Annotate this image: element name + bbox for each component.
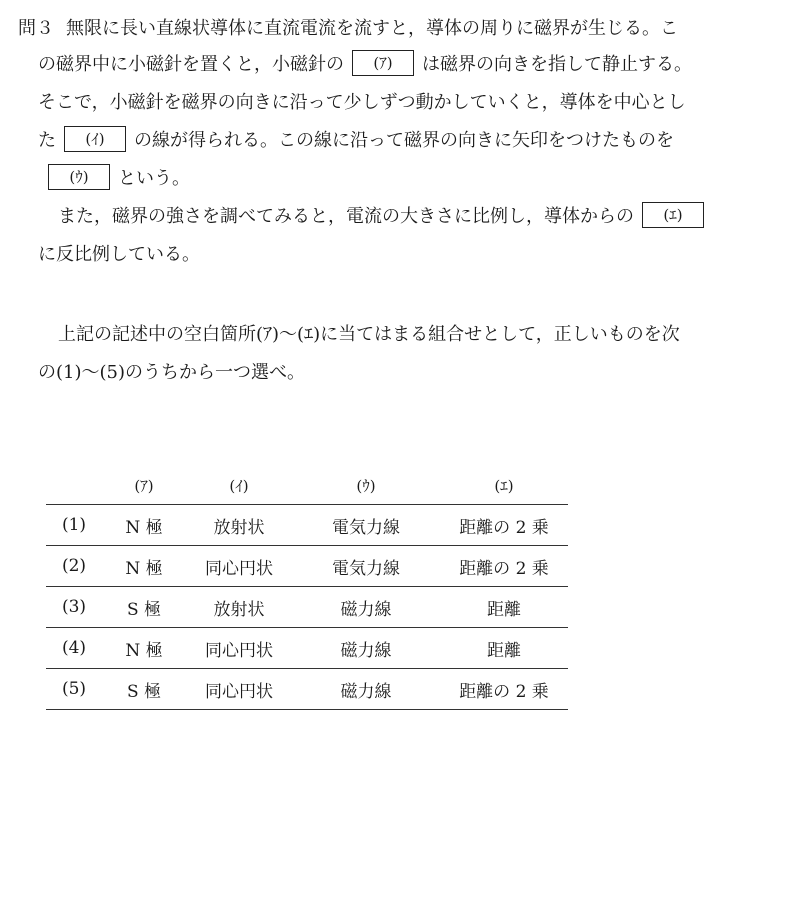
- option-i: 同心円状: [186, 628, 292, 669]
- option-i: 同心円状: [186, 669, 292, 710]
- question-line-6a: また，磁界の強さを調べてみると，電流の大きさに比例し，導体からの: [58, 206, 634, 227]
- question-line-4b: の線が得られる。この線に沿って磁界の向きに矢印をつけたものを: [134, 130, 674, 151]
- option-u: 磁力線: [292, 587, 440, 628]
- header-cell-u: (ｳ): [356, 476, 376, 495]
- question-line-6: [58, 198, 712, 236]
- option-e: 距離の 2 乗: [440, 505, 568, 546]
- header-cell-a: (ｱ): [134, 476, 154, 495]
- option-i: 放射状: [186, 505, 292, 546]
- question-line-9: の(1)～(5)のうちから一つ選べ。: [38, 362, 305, 383]
- option-i: 放射状: [186, 587, 292, 628]
- question-line-4a: た: [38, 130, 56, 151]
- question-line-7: に反比例している。: [38, 244, 200, 265]
- table-row: [46, 587, 568, 628]
- option-number: (2): [46, 546, 102, 587]
- question-line-5b: という。: [118, 168, 190, 189]
- question-line-8: 上記の記述中の空白箇所(ｱ)～(ｴ)に当てはまる組合せとして，正しいものを次: [58, 324, 680, 345]
- blank-e: (ｴ): [642, 202, 704, 228]
- blank-a: (ｱ): [352, 50, 414, 76]
- question-line-2a: の磁界中に小磁針を置くと，小磁針の: [38, 54, 344, 75]
- question-line-2b: は磁界の向きを指して静止する。: [422, 54, 692, 75]
- table-row: [46, 505, 568, 546]
- option-u: 磁力線: [292, 628, 440, 669]
- option-number: (3): [46, 587, 102, 628]
- question-line-4: [38, 122, 674, 160]
- option-a: S 極: [102, 587, 186, 628]
- option-e: 距離の 2 乗: [440, 546, 568, 587]
- table-row: [46, 546, 568, 587]
- question-line-3: そこで，小磁針を磁界の向きに沿って少しずつ動かしていくと，導体を中心とし: [38, 92, 686, 113]
- option-number: (5): [46, 669, 102, 710]
- header-cell-i: (ｲ): [229, 476, 249, 495]
- option-i: 同心円状: [186, 546, 292, 587]
- option-a: N 極: [102, 628, 186, 669]
- option-a: N 極: [102, 505, 186, 546]
- option-e: 距離: [440, 587, 568, 628]
- option-e: 距離の 2 乗: [440, 669, 568, 710]
- question-line-5: [38, 160, 190, 198]
- question-line-1: [18, 10, 678, 48]
- option-a: N 極: [102, 546, 186, 587]
- table-row: [46, 628, 568, 669]
- blank-u: (ｳ): [48, 164, 110, 190]
- option-number: (1): [46, 505, 102, 546]
- question-line-1-text: 無限に長い直線状導体に直流電流を流すと，導体の周りに磁界が生じる。こ: [66, 18, 678, 39]
- option-a: S 極: [102, 669, 186, 710]
- option-u: 電気力線: [292, 505, 440, 546]
- option-e: 距離: [440, 628, 568, 669]
- header-cell-blank: [46, 466, 102, 505]
- question-number: 問３: [18, 18, 54, 39]
- option-u: 磁力線: [292, 669, 440, 710]
- blank-i: (ｲ): [64, 126, 126, 152]
- question-line-2: [38, 46, 692, 84]
- option-u: 電気力線: [292, 546, 440, 587]
- answer-table: [46, 466, 568, 710]
- table-row: [46, 669, 568, 710]
- answer-table-header: [46, 466, 568, 505]
- option-number: (4): [46, 628, 102, 669]
- header-cell-e: (ｴ): [494, 476, 514, 495]
